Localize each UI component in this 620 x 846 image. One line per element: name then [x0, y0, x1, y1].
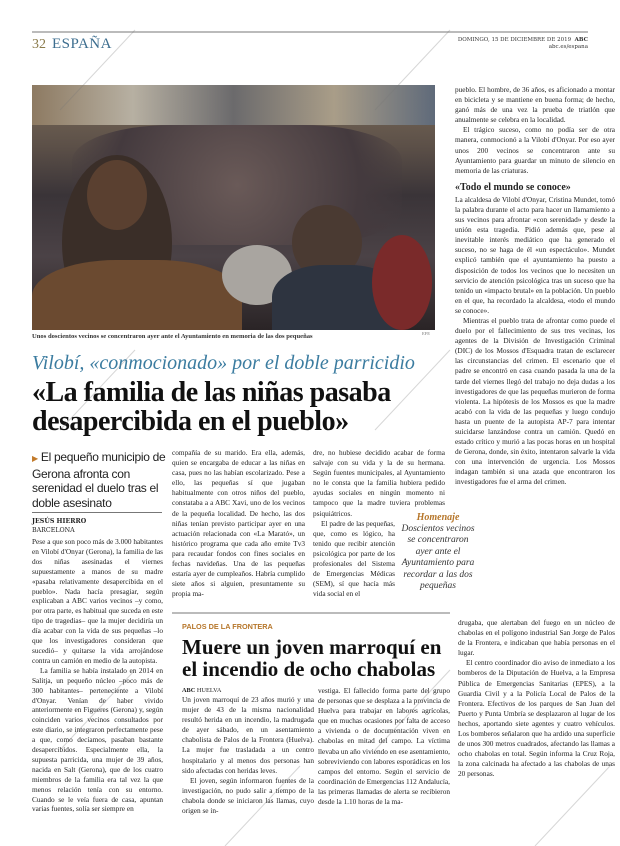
- author: JESÚS HIERRO: [32, 518, 87, 525]
- article2-column-3: [458, 618, 615, 780]
- paragraph: dre, no hubiese decidido acabar de forma salvaje con su vida y la de su hermana. Según fuentes municipales, al Ayuntamiento no le consta que la familia hubiera pedido ayudas sociales en ningún momento ni tampoco que la madre tuviera problemas psiquiátricos.: [313, 448, 445, 518]
- byline: [32, 517, 86, 535]
- article2-rule: [172, 612, 450, 614]
- article-column-2: [172, 448, 305, 599]
- article-subtitle: «Todo el mundo se conoce»: [455, 181, 571, 193]
- byline-location: HUELVA: [196, 687, 222, 694]
- article-column-1: [32, 537, 163, 814]
- paragraph: drugaba, que alertaban del fuego en un núcleo de chabolas en el polígono industrial San Jorge de Palos de la Frontera, e indicaban que había personas en el lugar.: [458, 618, 615, 658]
- date-text: DOMINGO, 15 DE DICIEMBRE DE 2019: [457, 37, 572, 43]
- news-photo: [32, 85, 435, 330]
- paragraph: compañía de su marido. Era ella, además, quien se encargaba de educar a las niñas en casa, pues no las habían escolarizado. Pese a ello, las pequeñas sí que jugaban habitualmente con otros niños del pueblo, constataba a a ABC Xavi, uno de los vecinos de la pequeña localidad. De hecho, las dos niñas tenían previsto participar ayer en una actuación relacionada con «La Marató», un histórico programa que cada año emite Tv3 para recaudar fondos con fines sociales en fechas navideñas. Una de las pequeñas estaría ayer de cumpleaños. Habría cumplido siete años si alguien, presuntamente su propia ma-: [172, 448, 305, 599]
- location: BARCELONA: [32, 527, 75, 534]
- article2-headline: Muere un joven marroquí en el incendio de ocho chabolas: [182, 635, 442, 681]
- paragraph: pueblo. El hombre, de 36 años, es aficionado a montar en bicicleta y se mantiene en buena forma; de hecho, ganó más de una vez la prueba de triatlón que anualmente se celebra en la localidad.: [455, 85, 615, 125]
- header-rule: [32, 31, 588, 33]
- article-kicker: Vilobí, «conmocionado» por el doble parricidio: [32, 352, 415, 374]
- article-headline: «La familia de las niñas pasaba desapercibida en el pueblo»: [32, 377, 391, 437]
- paragraph: Pese a que son poco más de 3.000 habitantes en Vilobí d'Onyar (Gerona), la familia de las dos niñas asesinadas el viernes supuestamente a manos de su madre «pasaba relativamente desapercibida en el pueblo». Nada hacía presagiar, según explicaban a ABC varios vecinos –y como, por otra parte, es habitual que suceda en este tipo de tragedias– que la mujer decidiría un día acabar con la vida de sus pequeñas –lo que los investigadores consideran que sucedió– y quitarse la vida arrojándose contra un camión en medio de la autopista.: [32, 537, 163, 665]
- pull-quote-title: Homenaje: [416, 512, 460, 523]
- subhead-text: El pequeño municipio de Gerona afronta con serenidad el duelo tras el doble asesinato: [32, 450, 166, 510]
- section-url[interactable]: abc.es/espana: [548, 44, 588, 50]
- paragraph: vestiga. El fallecido forma parte del grupo de personas que se desplaza a la provincia de Huelva para trabajar en labores agrícolas, que en muchas ocasiones por falta de acceso a vivienda o de documentación viven en chabolas en mitad del campo. La víctima llevaba un año viviendo en ese asentamiento, sobreviviendo con labores esporádicas en los campos del entorno. Según el servicio de coordinación de Emergencias 112 Andalucía, las primeras llamadas de alerta se recibieron desde la 1.10 horas de la ma-: [318, 686, 450, 807]
- photo-caption: Unos doscientos vecinos se concentraron ayer ante el Ayuntamiento en memoria de las dos pequeñas: [32, 333, 313, 340]
- paragraph: Mientras el pueblo trata de afrontar como puede el duelo por el fallecimiento de sus tres vecinas, los agentes de la División de Investigación Criminal (DIC) de los Mossos d'Esquadra tratan de esclarecer las circunstancias del crimen. El escenario que el padre se encontró en casa cuando pasada la una de la tarde del viernes llegó del trabajo no deja dudas a los investigadores de que las pequeñas murieron de forma violenta. La hipótesis de los Mossos es que la madre acabó con la vida de las pequeñas y luego condujo hasta un puente de la autopista AP-7 para intentar suicidarse lanzándose contra un camión. Quedó en estado crítico y murió a las pocas horas en un hospital de Gerona, donde, sin éxito, intentaron salvarle la vida con una intervención de urgencia. Los Mossos indagan también si una azada que encontraron los investigadores fue el arma del crimen.: [455, 315, 615, 487]
- paragraph: La alcaldesa de Vilobí d'Onyar, Cristina Mundet, tomó la palabra durante el acto para hacer un llamamiento a sus vecinos para afrontar «con serenidad» y desde la unión esta tragedia. Pidió además que, pese al inevitable interés mediático que ha generado el suceso, no se haga de él «un espectáculo». Mundet explicó también que el ayuntamiento ha puesto a disposición de todos los vecinos que lo necesiten un servicio de atención psicológica tras un suceso que ha tenido un «impacto brutal» en la población. Un pueblo en el que, ha recordado la alcaldesa, «todo el mundo se conoce».: [455, 194, 615, 315]
- article2-byline: [182, 686, 314, 695]
- page-number: 32: [32, 37, 46, 52]
- triangle-bullet-icon: ▶: [32, 454, 38, 463]
- section-title: ESPAÑA: [52, 36, 112, 52]
- header-date: [458, 37, 588, 51]
- article2-column-1: [182, 686, 314, 816]
- article-column-4: [455, 85, 615, 596]
- paragraph: El trágico suceso, como no podía ser de otra manera, conmocionó a la Vilobí d'Onyar. Por eso ayer unos 200 vecinos se concentraron ante su Ayuntamiento para guardar un minuto de silencio en memoria de las criaturas.: [455, 125, 615, 175]
- byline-brand: ABC: [182, 687, 196, 694]
- paragraph: La familia se había instalado en 2014 en Salitja, un pequeño núcleo –poco más de 300 habitantes– perteneciente a Vilobí d'Onyar. Venían de haber vivido anteriormente en Figueres (Gerona) y, según coinciden varios vecinos consultados por este diario, se integraron perfectamente pese a que, como decíamos, pasaban bastante desapercibidos. Especialmente ella, la supuesta parricida, una mujer de 39 años, nacida en Salt (Gerona), que de los cuatro miembros de la familia era tal vez la que menos relación tenía con su entorno. Cuando se le veía fuera de casa, apuntan varias fuentes, solía ser siempre en: [32, 665, 163, 814]
- paragraph: Un joven marroquí de 23 años murió y una mujer de 43 de la misma nacionalidad resultó herida en un incendio, la madrugada de ayer sábado, en un asentamiento chabolista de Palos de la Frontera (Huelva). La mujer fue trasladada a un centro hospitalario y al menos dos personas han sido afectadas con heridas leves.: [182, 695, 314, 775]
- article-subhead: [32, 450, 170, 510]
- brand: ABC: [574, 37, 588, 43]
- article2-kicker: PALOS DE LA FRONTERA: [182, 622, 273, 631]
- photo-credit: EFE: [422, 331, 431, 336]
- paragraph: El padre de las pequeñas, que, como es lógico, ha tenido que recibir atención psicológica por parte de los profesionales del Sistema de Emergencias Médicas (SEM), sí que hacía más vida social en el: [313, 518, 395, 599]
- pull-quote-text: Doscientos vecinos se concentraron ayer ante el Ayuntamiento para recordar a las dos pequeñas: [401, 523, 475, 591]
- article2-column-2: [318, 686, 450, 807]
- pull-quote-spacer: [455, 512, 483, 596]
- paragraph: El centro coordinador dio aviso de inmediato a los bomberos de la Diputación de Huelva, a la Empresa Pública de Emergencias Sanitarias (EPES), a la Guardia Civil y a la Policía Local de Palos de la Frontera. Efectivos de los parques de San Juan del Puerto y Punta Umbría se desplazaron al lugar de los hechos, aportando siete agentes y cuatro vehículos. Los bomberos señalaron que ha ardido una superficie de unos 300 metros cuadrados, afectando las llamas a ocho chabolas en total. Según informa la Cruz Roja, la zona calcinada ha afectado a las chabolas de unas 20 personas.: [458, 658, 615, 779]
- paragraph: El joven, según informaron fuentes de la investigación, no pudo salir a tiempo de la chabola donde se iniciaron las llamas, cuyo origen se in-: [182, 775, 314, 816]
- byline-rule: [32, 512, 162, 513]
